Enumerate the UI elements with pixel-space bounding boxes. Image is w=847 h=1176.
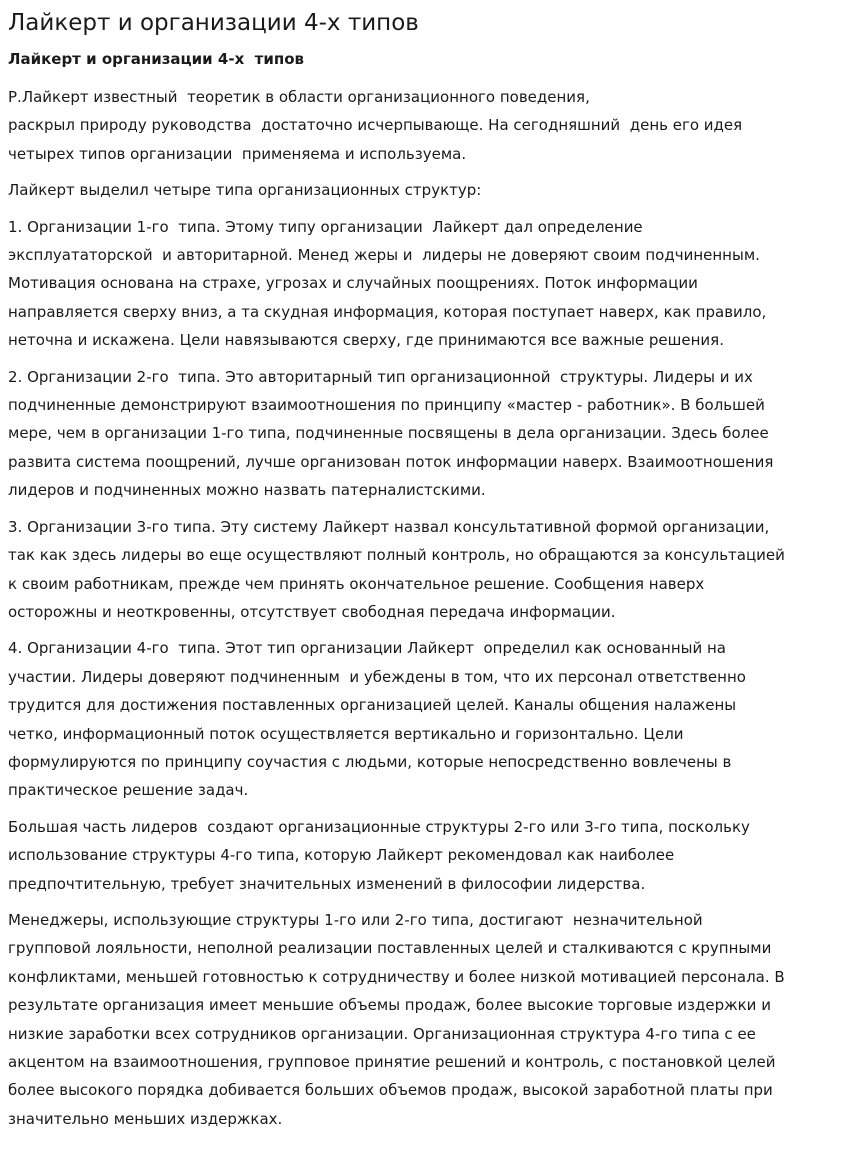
article <box>0 8 847 1133</box>
paragraph-managers: Менеджеры, использующие структуры 1-го или 2-го типа, достигают незначительной групповой лояльности, неполной реализации поставленных целей и сталкиваются с крупными конфликтами, меньшей готовностью к сотрудничеству и более низкой мотивацией персонала. В результате организация имеет меньшие объемы продаж, более высокие торговые издержки и низкие заработки всех сотрудников организации. Организационная структура 4-го типа с ее акцентом на взаимоотношения, групповое принятие решений и контроль, с постановкой целей более высокого порядка добивается больших объемов продаж, высокой заработной платы при значительно меньших издержках. <box>8 910 785 1128</box>
paragraph-intro: Р.Лайкерт известный теоретик в области организационного поведения, раскрыл природу руководства достаточно исчерпывающе. На сегодняшний день его идея четырех типов организации применяема и используема. <box>8 88 743 163</box>
paragraph-structures: Лайкерт выделил четыре типа организационных структур: <box>8 181 482 200</box>
paragraph-type-1: 1. Организации 1-го типа. Этому типу организации Лайкерт дал определение эксплуататорской и авторитарной. Менед жеры и лидеры не доверяют своим подчиненным. Мотивация основана на страхе, угрозах и случайных поощрениях. Поток информации направляется сверху вниз, а та скудная информация, которая поступает наверх, как правило, неточна и искажена. Цели навязываются сверху, где принимаются все важные решения. <box>8 217 767 350</box>
page-title: Лайкерт и организации 4-х типов <box>8 10 419 36</box>
paragraph-type-2: 2. Организации 2-го типа. Это авторитарный тип организационной структуры. Лидеры и их подчиненные демонстрируют взаимоотношения по принципу «мастер - работник». В большей мере, чем в организации 1-го типа, подчиненные посвящены в дела организации. Здесь более развита система поощрений, лучше организован поток информации наверх. Взаимоотношения лидеров и подчиненных можно назвать патерналистскими. <box>8 367 774 500</box>
paragraph-type-4: 4. Организации 4-го типа. Этот тип организации Лайкерт определил как основанный на участии. Лидеры доверяют подчиненным и убеждены в том, что их персонал ответственно трудится для достижения поставленных организацией целей. Каналы общения налажены четко, информационный поток осуществляется вертикально и горизонтально. Цели формулируются по принципу соучастия с людьми, которые непосредственно вовлечены в практическое решение задач. <box>8 639 746 800</box>
paragraph-type-3: 3. Организации 3-го типа. Эту систему Лайкерт назвал консультативной формой организации, так как здесь лидеры во еще осуществляют полный контроль, но обращаются за консультацией к своим работникам, прежде чем принять окончательное решение. Сообщения наверх осторожны и неоткровенны, отсутствует свободная передача информации. <box>8 517 785 621</box>
article-subtitle: Лайкерт и организации 4-х типов <box>8 50 305 68</box>
paragraph-leaders: Большая часть лидеров создают организационные структуры 2-го или 3-го типа, поскольку использование структуры 4-го типа, которую Лайкерт рекомендовал как наиболее предпочтительную, требует значительных изменений в философии лидерства. <box>8 817 750 893</box>
